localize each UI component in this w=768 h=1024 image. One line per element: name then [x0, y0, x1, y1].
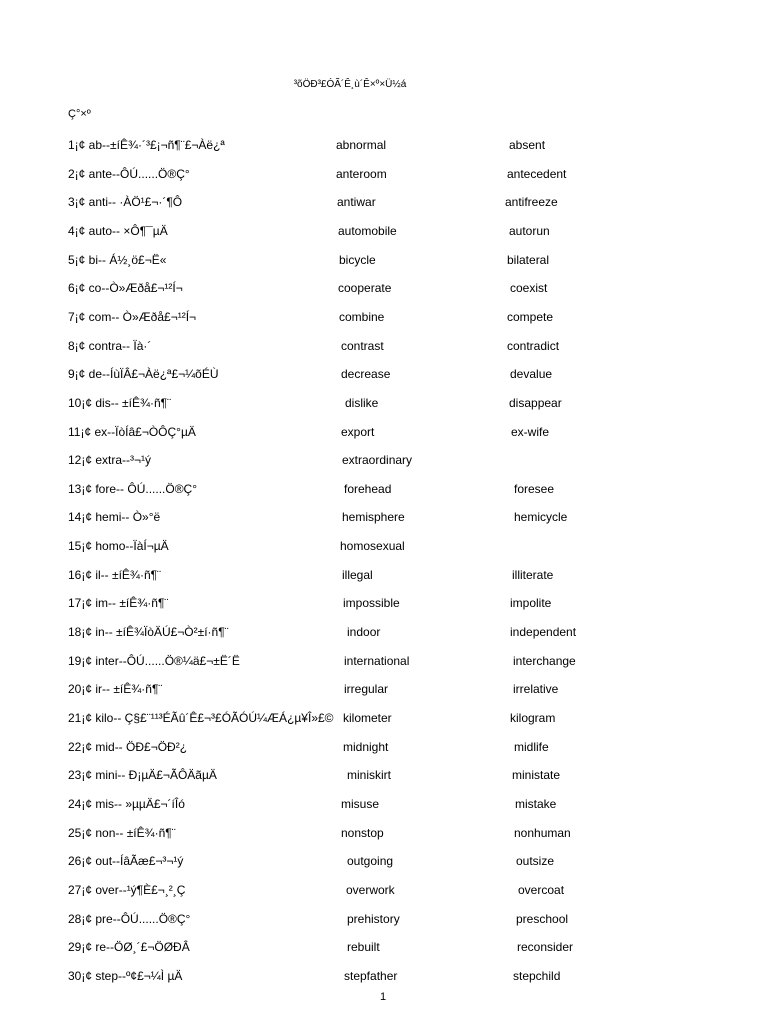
example-word: overcoat	[518, 882, 565, 897]
list-item	[0, 940, 768, 958]
prefix-definition: 23¡¢ mini-- Ð¡µÄ£¬ÃÔÄãµÄ	[68, 768, 217, 783]
example-word: export	[341, 424, 375, 439]
example-word: kilogram	[510, 711, 556, 725]
prefix-definition: 22¡¢ mid-- ÖÐ£¬ÖÐ²¿	[68, 739, 188, 754]
list-item	[0, 539, 768, 557]
example-word: independent	[510, 625, 577, 640]
example-word: dislike	[345, 395, 379, 410]
example-word: indoor	[347, 625, 381, 640]
example-word: antifreeze	[505, 195, 558, 210]
example-word: stepchild	[513, 968, 561, 983]
example-word: cooperate	[338, 281, 392, 296]
example-word: automobile	[338, 223, 397, 238]
list-item	[0, 625, 768, 643]
list-item	[0, 253, 768, 271]
page-title: ³õÖÐ³£ÓÃ´Ê¸ù´Ê×º×Ü½á	[293, 79, 407, 90]
example-word: antiwar	[337, 195, 376, 210]
prefix-definition: 15¡¢ homo--ÏàÍ¬µÄ	[68, 539, 169, 554]
example-word: hemisphere	[342, 510, 405, 525]
example-word: bilateral	[507, 252, 550, 267]
prefix-definition: 30¡¢ step--º¢£¬¼Ì µÄ	[68, 968, 183, 983]
example-word: ex-wife	[511, 424, 550, 439]
example-word: nonhuman	[514, 825, 571, 840]
prefix-definition: 9¡¢ de--ÍùÏÂ£¬Àë¿ª£¬¼õÉÙ	[68, 367, 219, 382]
list-item	[0, 711, 768, 729]
example-word: foresee	[514, 481, 555, 496]
example-word: kilometer	[343, 711, 392, 725]
example-word: miniskirt	[347, 768, 391, 783]
example-word: overwork	[346, 882, 395, 897]
example-word: rebuilt	[347, 940, 380, 955]
prefix-definition: 20¡¢ ir-- ±íÊ¾·ñ¶¨	[68, 682, 163, 697]
example-word: outsize	[516, 854, 555, 869]
example-word: autorun	[509, 223, 550, 238]
list-item	[0, 482, 768, 500]
prefix-definition: 8¡¢ contra-- Ïà·´	[68, 338, 152, 353]
example-word: stepfather	[344, 968, 398, 983]
example-word: nonstop	[341, 825, 384, 840]
prefix-definition: 7¡¢ com-- Ò»Æðå£¬¹²Í¬	[68, 309, 197, 324]
prefix-definition: 2¡¢ ante--ÔÚ......Ö®Ç°	[68, 166, 190, 181]
list-item	[0, 682, 768, 700]
example-word: midlife	[514, 739, 549, 754]
prefix-definition: 1¡¢ ab--±íÊ¾·´³£¡¬ñ¶¨£¬Àë¿ª	[68, 138, 225, 152]
example-word: devalue	[510, 367, 553, 382]
example-word: illegal	[342, 567, 373, 582]
prefix-definition: 21¡¢ kilo-- Ç§£¨¹¹³ÉÃû´Ê£¬³£ÓÃÓÚ¼ÆÁ¿µ¥Î»£©	[68, 711, 334, 725]
list-item	[0, 167, 768, 185]
prefix-definition: 26¡¢ out--ÍâÃæ£¬³¬¹ý	[68, 854, 184, 869]
example-word: interchange	[513, 653, 576, 668]
list-item	[0, 912, 768, 930]
example-word: antecedent	[507, 166, 567, 181]
prefix-definition: 25¡¢ non-- ±íÊ¾·ñ¶¨	[68, 825, 176, 840]
example-word: abnormal	[336, 138, 387, 152]
example-word: impolite	[510, 596, 552, 611]
list-item	[0, 195, 768, 213]
example-word: compete	[507, 309, 554, 324]
example-word: prehistory	[347, 911, 400, 926]
example-word: contrast	[341, 338, 384, 353]
list-item	[0, 224, 768, 242]
example-word: midnight	[343, 739, 389, 754]
example-word: combine	[339, 309, 385, 324]
list-item	[0, 826, 768, 844]
list-item	[0, 281, 768, 299]
example-word: ministate	[512, 768, 561, 783]
list-item	[0, 740, 768, 758]
list-item	[0, 768, 768, 786]
list-item	[0, 396, 768, 414]
list-item	[0, 969, 768, 987]
example-word: forehead	[344, 481, 392, 496]
example-word: mistake	[515, 796, 557, 811]
example-word: irregular	[344, 682, 389, 697]
prefix-definition: 19¡¢ inter--ÔÚ......Ö®¼ä£¬±Ë´Ë	[68, 653, 240, 668]
prefix-definition: 28¡¢ pre--ÔÚ......Ö®Ç°	[68, 911, 191, 926]
list-item	[0, 854, 768, 872]
list-item	[0, 568, 768, 586]
prefix-definition: 18¡¢ in-- ±íÊ¾ÏòÄÚ£¬Ò²±í·ñ¶¨	[68, 625, 229, 640]
example-word: homosexual	[340, 539, 405, 554]
list-item	[0, 138, 768, 156]
list-item	[0, 425, 768, 443]
prefix-definition: 5¡¢ bi-- Á½¸ö£¬Ë«	[68, 252, 167, 267]
list-item	[0, 797, 768, 815]
list-item	[0, 310, 768, 328]
prefix-definition: 4¡¢ auto-- ×Ô¶¯µÄ	[68, 223, 168, 238]
prefix-definition: 6¡¢ co--Ò»Æðå£¬¹²Í¬	[68, 281, 183, 296]
example-word: absent	[509, 138, 546, 152]
prefix-definition: 12¡¢ extra--³¬¹ý	[68, 453, 152, 468]
list-item	[0, 883, 768, 901]
list-item	[0, 510, 768, 528]
prefix-definition: 3¡¢ anti-- ·ÀÖ¹£¬·´¶Ô	[68, 195, 183, 210]
list-item	[0, 339, 768, 357]
example-word: irrelative	[513, 682, 559, 697]
page-number: 1	[380, 991, 387, 1003]
example-word: misuse	[341, 796, 380, 811]
example-word: international	[344, 653, 410, 668]
prefix-definition: 16¡¢ il-- ±íÊ¾·ñ¶¨	[68, 567, 162, 582]
example-word: outgoing	[347, 854, 394, 869]
section-heading: Ç°×º	[68, 108, 91, 120]
prefix-definition: 24¡¢ mis-- »µµÄ£¬´íÎó	[68, 796, 185, 811]
example-word: impossible	[343, 596, 400, 611]
example-word: contradict	[507, 338, 560, 353]
example-word: preschool	[516, 911, 569, 926]
example-word: disappear	[509, 395, 562, 410]
example-word: hemicycle	[514, 510, 568, 525]
list-item	[0, 596, 768, 614]
list-item	[0, 453, 768, 471]
prefix-definition: 27¡¢ over--¹ý¶È£¬¸²¸Ç	[68, 882, 186, 897]
prefix-definition: 13¡¢ fore-- ÔÚ......Ö®Ç°	[68, 481, 197, 496]
prefix-definition: 17¡¢ im-- ±íÊ¾·ñ¶¨	[68, 596, 169, 611]
example-word: anteroom	[336, 166, 387, 181]
example-word: reconsider	[517, 940, 574, 955]
prefix-definition: 11¡¢ ex--ÏòÍâ£¬ÒÔÇ°µÄ	[68, 424, 196, 439]
example-word: coexist	[510, 281, 548, 296]
prefix-definition: 14¡¢ hemi-- Ò»°ë	[68, 510, 161, 525]
example-word: bicycle	[339, 252, 376, 267]
prefix-definition: 29¡¢ re--ÖØ¸´£¬ÖØÐÂ	[68, 940, 190, 955]
list-item	[0, 367, 768, 385]
example-word: illiterate	[512, 567, 554, 582]
list-item	[0, 654, 768, 672]
example-word: decrease	[341, 367, 391, 382]
prefix-definition: 10¡¢ dis-- ±íÊ¾·ñ¶¨	[68, 395, 172, 410]
example-word: extraordinary	[342, 453, 413, 468]
